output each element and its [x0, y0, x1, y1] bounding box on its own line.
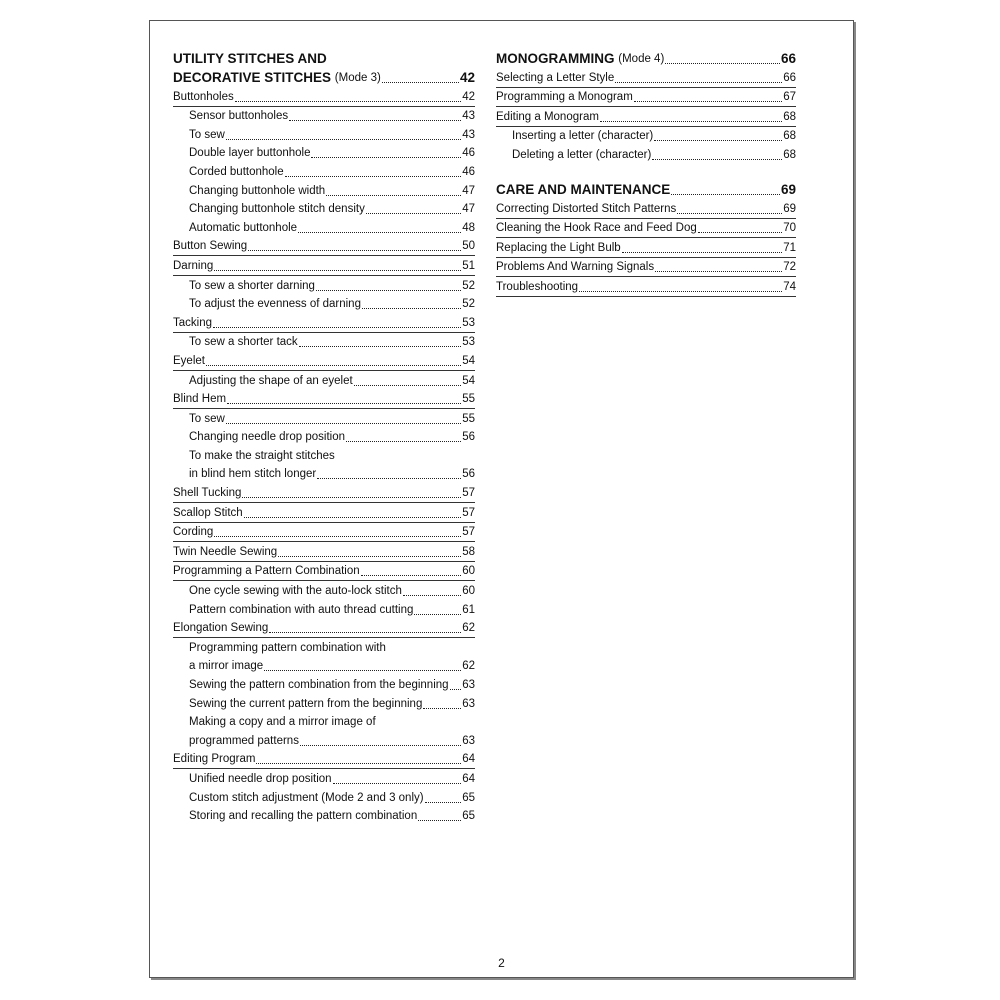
toc-entry-label: One cycle sewing with the auto-lock stitch [189, 585, 402, 598]
toc-entry-label: Blind Hem [173, 393, 227, 406]
toc-entry-label: To sew [189, 412, 225, 425]
toc-page-number: 58 [462, 545, 475, 558]
toc-entry-label: Changing needle drop position [189, 431, 346, 444]
toc-entry [173, 256, 475, 276]
toc-page-number: 55 [462, 412, 475, 425]
toc-entry [173, 446, 475, 465]
dot-leader [226, 138, 461, 140]
dot-leader [600, 120, 782, 122]
toc-entry [496, 127, 796, 146]
toc-entry-label: Eyelet [173, 354, 205, 367]
toc-entry-label: CARE AND MAINTENANCE [496, 181, 671, 197]
dot-leader [289, 119, 461, 121]
toc-page-number: 64 [462, 772, 475, 785]
toc-page-number: 61 [462, 603, 475, 616]
toc-section-heading [496, 180, 796, 199]
dot-leader [361, 574, 462, 576]
toc-entry [496, 107, 796, 127]
toc-entry [496, 199, 796, 219]
toc-entry [173, 503, 475, 523]
toc-page-number: 46 [462, 147, 475, 160]
toc-page-number: 54 [462, 354, 475, 367]
toc-entry [173, 523, 475, 543]
toc-entry-label: Deleting a letter (character) [512, 148, 652, 161]
toc-page-number: 68 [783, 110, 796, 123]
toc-page-number: 74 [783, 280, 796, 293]
toc-entry-label: Adjusting the shape of an eyelet [189, 374, 353, 387]
dot-leader [652, 158, 782, 160]
toc-entry-label: Changing buttonhole stitch density [189, 203, 365, 216]
toc-entry-label: Corded buttonhole [189, 165, 284, 178]
toc-entry-label: Programming a Pattern Combination [173, 565, 360, 578]
toc-entry [173, 200, 475, 219]
toc-entry-label: To sew [189, 128, 225, 141]
toc-section-heading [173, 68, 475, 87]
dot-leader [354, 384, 462, 386]
toc-entry-label: To adjust the evenness of darning [189, 298, 361, 311]
dot-leader [382, 81, 459, 83]
toc-page-number: 60 [462, 585, 475, 598]
toc-page-number: 47 [462, 184, 475, 197]
dot-leader [311, 156, 461, 158]
toc-entry [496, 238, 796, 258]
toc-entry-note: (Mode 4) [618, 53, 665, 65]
toc-entry-label: Replacing the Light Bulb [496, 241, 621, 254]
toc-entry [173, 107, 475, 126]
toc-entry [496, 88, 796, 108]
dot-leader [362, 307, 461, 309]
dot-leader [298, 231, 461, 233]
toc-entry [173, 295, 475, 314]
dot-leader [346, 440, 461, 442]
dot-leader [423, 707, 461, 709]
toc-entry [496, 258, 796, 278]
toc-entry-label: programmed patterns [189, 734, 299, 747]
toc-entry-note: (Mode 3) [334, 72, 381, 84]
dot-leader [213, 326, 461, 328]
toc-page-number: 43 [462, 110, 475, 123]
section-gap [496, 164, 796, 180]
toc-page-number: 51 [462, 259, 475, 272]
toc-entry-label: UTILITY STITCHES AND [173, 51, 327, 66]
toc-entry [173, 276, 475, 295]
toc-page-number: 54 [462, 374, 475, 387]
toc-entry-label: To sew a shorter darning [189, 279, 315, 292]
toc-page-number: 50 [462, 240, 475, 253]
dot-leader [425, 801, 462, 803]
toc-page-number: 57 [462, 506, 475, 519]
toc-entry-label: Elongation Sewing [173, 622, 269, 635]
toc-entry [173, 87, 475, 107]
toc-entry [173, 409, 475, 428]
toc-page-number: 52 [462, 279, 475, 292]
toc-entry-label: Double layer buttonhole [189, 147, 311, 160]
toc-entry-label: Darning [173, 259, 214, 272]
toc-entry [173, 313, 475, 333]
toc-page-number: 55 [462, 393, 475, 406]
dot-leader [579, 290, 782, 292]
toc-page-number: 69 [780, 181, 796, 197]
toc-entry-label: Programming pattern combination with [189, 641, 386, 654]
toc-page-number: 52 [462, 298, 475, 311]
toc-entry [173, 562, 475, 582]
toc-page-number: 68 [783, 130, 796, 143]
dot-leader [654, 139, 782, 141]
toc-entry [173, 465, 475, 484]
toc-entry [173, 218, 475, 237]
toc-entry-label: Tacking [173, 316, 212, 329]
dot-leader [235, 100, 461, 102]
toc-entry [173, 600, 475, 619]
toc-page-number: 53 [462, 316, 475, 329]
toc-entry-label: To sew a shorter tack [189, 336, 298, 349]
toc-entry-label: Custom stitch adjustment (Mode 2 and 3 only) [189, 791, 424, 804]
toc-page-number: 67 [783, 91, 796, 104]
toc-page-number: 63 [462, 734, 475, 747]
toc-section-heading [173, 49, 475, 68]
dot-leader [214, 269, 461, 271]
toc-entry [173, 638, 475, 657]
toc-entry-label: Programming a Monogram [496, 91, 633, 104]
toc-page-number: 56 [462, 431, 475, 444]
toc-entry-label: Changing buttonhole width [189, 184, 326, 197]
dot-leader [264, 669, 461, 671]
toc-entry-label: Cording [173, 526, 214, 539]
document-page [149, 20, 854, 978]
toc-entry-label: Editing Program [173, 753, 256, 766]
toc-page-number: 48 [462, 221, 475, 234]
toc-entry-label: Making a copy and a mirror image of [189, 716, 376, 729]
toc-entry [496, 145, 796, 164]
toc-entry [173, 351, 475, 371]
toc-entry-label: To make the straight stitches [189, 449, 335, 462]
toc-page-number: 62 [462, 660, 475, 673]
dot-leader [622, 251, 783, 253]
toc-page-number: 72 [783, 261, 796, 274]
dot-leader [242, 496, 461, 498]
toc-entry-label: Unified needle drop position [189, 772, 332, 785]
dot-leader [403, 594, 461, 596]
toc-entry [173, 694, 475, 713]
toc-entry-label: Inserting a letter (character) [512, 130, 654, 143]
toc-entry [173, 162, 475, 181]
toc-entry-label: Correcting Distorted Stitch Patterns [496, 202, 677, 215]
toc-entry [496, 219, 796, 239]
toc-entry [173, 371, 475, 390]
toc-page-number: 66 [780, 51, 796, 66]
dot-leader [299, 345, 462, 347]
dot-leader [285, 175, 462, 177]
toc-entry [173, 428, 475, 447]
dot-leader [269, 631, 461, 633]
dot-leader [244, 516, 462, 518]
dot-leader [677, 212, 782, 214]
toc-entry [496, 68, 796, 88]
dot-leader [450, 688, 462, 690]
toc-page-number: 42 [462, 90, 475, 103]
toc-entry-label: Problems And Warning Signals [496, 261, 655, 274]
toc-page-number: 68 [783, 148, 796, 161]
dot-leader [333, 782, 462, 784]
toc-page-number: 53 [462, 336, 475, 349]
toc-page-number: 65 [462, 810, 475, 823]
toc-entry [173, 390, 475, 410]
dot-leader [326, 194, 461, 196]
dot-leader [698, 231, 782, 233]
toc-entry [173, 542, 475, 562]
dot-leader [418, 819, 461, 821]
dot-leader [226, 422, 461, 424]
dot-leader [316, 289, 461, 291]
toc-page-number: 57 [462, 526, 475, 539]
toc-page-number: 66 [783, 71, 796, 84]
toc-page-number: 43 [462, 128, 475, 141]
toc-entry [496, 277, 796, 297]
dot-leader [671, 193, 780, 195]
toc-entry-label: Cleaning the Hook Race and Feed Dog [496, 222, 697, 235]
dot-leader [317, 477, 461, 479]
toc-entry [173, 731, 475, 750]
toc-page-number: 64 [462, 753, 475, 766]
toc-entry [173, 181, 475, 200]
dot-leader [615, 81, 782, 83]
dot-leader [414, 613, 461, 615]
toc-entry [173, 144, 475, 163]
toc-page-number: 42 [459, 70, 475, 85]
toc-page-number: 63 [462, 679, 475, 691]
toc-entry-label: Troubleshooting [496, 280, 579, 293]
toc-page-number: 60 [462, 565, 475, 578]
dot-leader [278, 555, 461, 557]
toc-page-number: 63 [462, 697, 475, 710]
page-number: 2 [498, 956, 505, 970]
toc-page-number: 65 [462, 791, 475, 804]
toc-entry-label: Editing a Monogram [496, 110, 599, 123]
dot-leader [206, 364, 461, 366]
toc-entry-label: Storing and recalling the pattern combination [189, 810, 418, 823]
toc-page-number: 69 [783, 202, 796, 215]
toc-page-number: 71 [783, 241, 796, 254]
toc-entry [173, 483, 475, 503]
toc-entry [173, 788, 475, 807]
toc-entry-label: Automatic buttonhole [189, 221, 298, 234]
toc-entry-label: Pattern combination with auto thread cutting [189, 603, 414, 616]
toc-entry-label: MONOGRAMMING [496, 51, 615, 66]
toc-entry [173, 237, 475, 257]
toc-entry-label: Buttonholes [173, 90, 234, 103]
toc-entry [173, 333, 475, 352]
toc-entry [173, 657, 475, 676]
toc-entry-label: Sewing the current pattern from the beginning [189, 697, 423, 710]
toc-entry-label: in blind hem stitch longer [189, 468, 317, 481]
dot-leader [256, 762, 461, 764]
toc-entry [173, 750, 475, 770]
toc-entry-label: Shell Tucking [173, 487, 242, 500]
toc-entry-label: Scallop Stitch [173, 506, 243, 519]
toc-entry [173, 769, 475, 788]
toc-page-number: 47 [462, 203, 475, 216]
dot-leader [655, 270, 782, 272]
toc-entry [173, 581, 475, 600]
toc-page-number: 46 [462, 165, 475, 178]
toc-entry-label: Selecting a Letter Style [496, 71, 615, 84]
toc-entry [173, 125, 475, 144]
dot-leader [366, 212, 461, 214]
toc-column-left [173, 49, 475, 825]
toc-entry [173, 713, 475, 732]
toc-entry-label: a mirror image [189, 660, 264, 673]
toc-page-number: 57 [462, 487, 475, 500]
dot-leader [634, 100, 782, 102]
dot-leader [665, 62, 780, 64]
toc-entry-label: Sewing the pattern combination from the beginning [189, 679, 449, 691]
toc-entry-label: Twin Needle Sewing [173, 545, 278, 558]
toc-entry-label: DECORATIVE STITCHES [173, 70, 332, 85]
toc-page-number: 56 [462, 468, 475, 481]
toc-entry-label: Button Sewing [173, 240, 248, 253]
toc-entry-label: Sensor buttonholes [189, 110, 289, 123]
toc-section-heading [496, 49, 796, 68]
toc-entry [173, 675, 475, 694]
dot-leader [227, 402, 461, 404]
dot-leader [300, 744, 461, 746]
toc-column-right [496, 49, 796, 297]
dot-leader [248, 249, 461, 251]
dot-leader [214, 535, 461, 537]
toc-entry [173, 619, 475, 639]
toc-page-number: 70 [783, 222, 796, 235]
toc-page-number: 62 [462, 622, 475, 635]
toc-entry [173, 807, 475, 826]
